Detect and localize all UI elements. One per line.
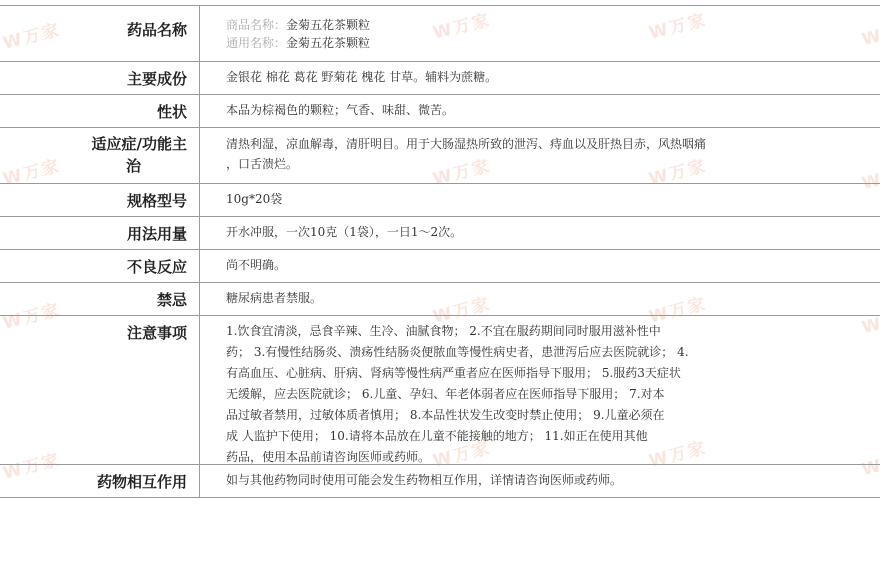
precautions-line: 有高血压、心脏病、肝病、肾病等慢性病严重者应在医师指导下服用； 5.服药3天症状 xyxy=(226,366,681,380)
precautions-line: 无缓解，应去医院就诊； 6.儿童、孕妇、年老体弱者应在医师指导下服用； 7.对本 xyxy=(226,387,665,401)
ingredients-value: 金银花 棉花 葛花 野菊花 槐花 甘草。辅料为蔗糖。 xyxy=(226,70,498,84)
usage-label: 用法用量 xyxy=(0,217,200,249)
indications-label xyxy=(0,128,200,183)
indications-value xyxy=(200,128,880,183)
watermark-logo: W xyxy=(859,313,885,339)
ingredients-label: 主要成份 xyxy=(0,62,200,94)
drug-name-label: 药品名称 xyxy=(0,6,200,61)
adverse-value: 尚不明确。 xyxy=(226,258,287,272)
row-usage xyxy=(0,217,880,250)
row-indications xyxy=(0,128,880,184)
watermark-logo: W万家 xyxy=(431,294,493,328)
watermark-logo: W万家 xyxy=(431,438,493,472)
adverse-label: 不良反应 xyxy=(0,250,200,282)
watermark-logo: W万家 xyxy=(647,438,709,472)
spec-value: 10g*20袋 xyxy=(226,192,283,206)
spec-label: 规格型号 xyxy=(0,184,200,216)
product-name: 金菊五花茶颗粒 xyxy=(286,18,371,32)
row-appearance xyxy=(0,95,880,128)
watermark-logo: W万家 xyxy=(1,450,63,484)
watermark-logo: W万家 xyxy=(1,20,63,54)
row-spec xyxy=(0,184,880,217)
watermark-logo: W万家 xyxy=(431,10,493,44)
watermark-logo: W xyxy=(859,455,885,481)
row-contraindications xyxy=(0,283,880,316)
indications-label-line1: 适应症/功能主 xyxy=(91,135,187,153)
row-interactions xyxy=(0,465,880,498)
watermark-logo: W xyxy=(859,25,885,51)
indications-value-line2: ，口舌溃烂。 xyxy=(226,157,299,171)
watermark-logo: W万家 xyxy=(647,10,709,44)
precautions-label: 注意事项 xyxy=(0,316,200,464)
row-ingredients xyxy=(0,62,880,95)
row-drug-name xyxy=(0,6,880,62)
appearance-label: 性状 xyxy=(0,95,200,127)
precautions-line: 品过敏者禁用，过敏体质者慎用； 8.本品性状发生改变时禁止使用； 9.儿童必须在 xyxy=(226,408,665,422)
precautions-line: 成 人监护下使用； 10.请将本品放在儿童不能接触的地方； 11.如正在使用其他 xyxy=(226,429,648,443)
indications-label-line2: 治 xyxy=(125,157,141,175)
watermark-logo: W万家 xyxy=(647,294,709,328)
product-name-prefix: 商品名称： xyxy=(226,18,287,32)
precautions-line: 1.饮食宜清淡，忌食辛辣、生冷、油腻食物； 2.不宜在服药期间同时服用滋补性中 xyxy=(226,324,661,338)
usage-value: 开水冲服，一次10克（1袋），一日1～2次。 xyxy=(226,225,463,239)
precautions-line: 药； 3.有慢性结肠炎、溃疡性结肠炎便脓血等慢性病史者，患泄泻后应去医院就诊； 4. xyxy=(226,345,689,359)
precautions-line: 药品，使用本品前请咨询医师或药师。 xyxy=(226,450,431,464)
interactions-value: 如与其他药物同时使用可能会发生药物相互作用，详情请咨询医师或药师。 xyxy=(226,473,623,487)
watermark-logo: W万家 xyxy=(1,156,63,190)
contraindications-label: 禁忌 xyxy=(0,283,200,315)
precautions-value xyxy=(200,316,880,464)
interactions-label: 药物相互作用 xyxy=(0,465,200,497)
row-precautions xyxy=(0,316,880,465)
row-adverse xyxy=(0,250,880,283)
generic-name-prefix: 通用名称： xyxy=(226,36,287,50)
watermark-logo: W万家 xyxy=(1,300,63,334)
drug-info-table xyxy=(0,5,880,498)
drug-name-value xyxy=(200,6,880,61)
watermark-logo: W万家 xyxy=(647,156,709,190)
watermark-logo: W xyxy=(859,169,885,195)
indications-value-line1: 清热利湿，凉血解毒，清肝明目。用于大肠湿热所致的泄泻、痔血以及肝热目赤，风热咽痛 xyxy=(226,137,707,151)
generic-name: 金菊五花茶颗粒 xyxy=(286,36,371,50)
contraindications-value: 糖尿病患者禁服。 xyxy=(226,291,323,305)
watermark-logo: W万家 xyxy=(431,156,493,190)
appearance-value: 本品为棕褐色的颗粒；气香、味甜、微苦。 xyxy=(226,103,455,117)
